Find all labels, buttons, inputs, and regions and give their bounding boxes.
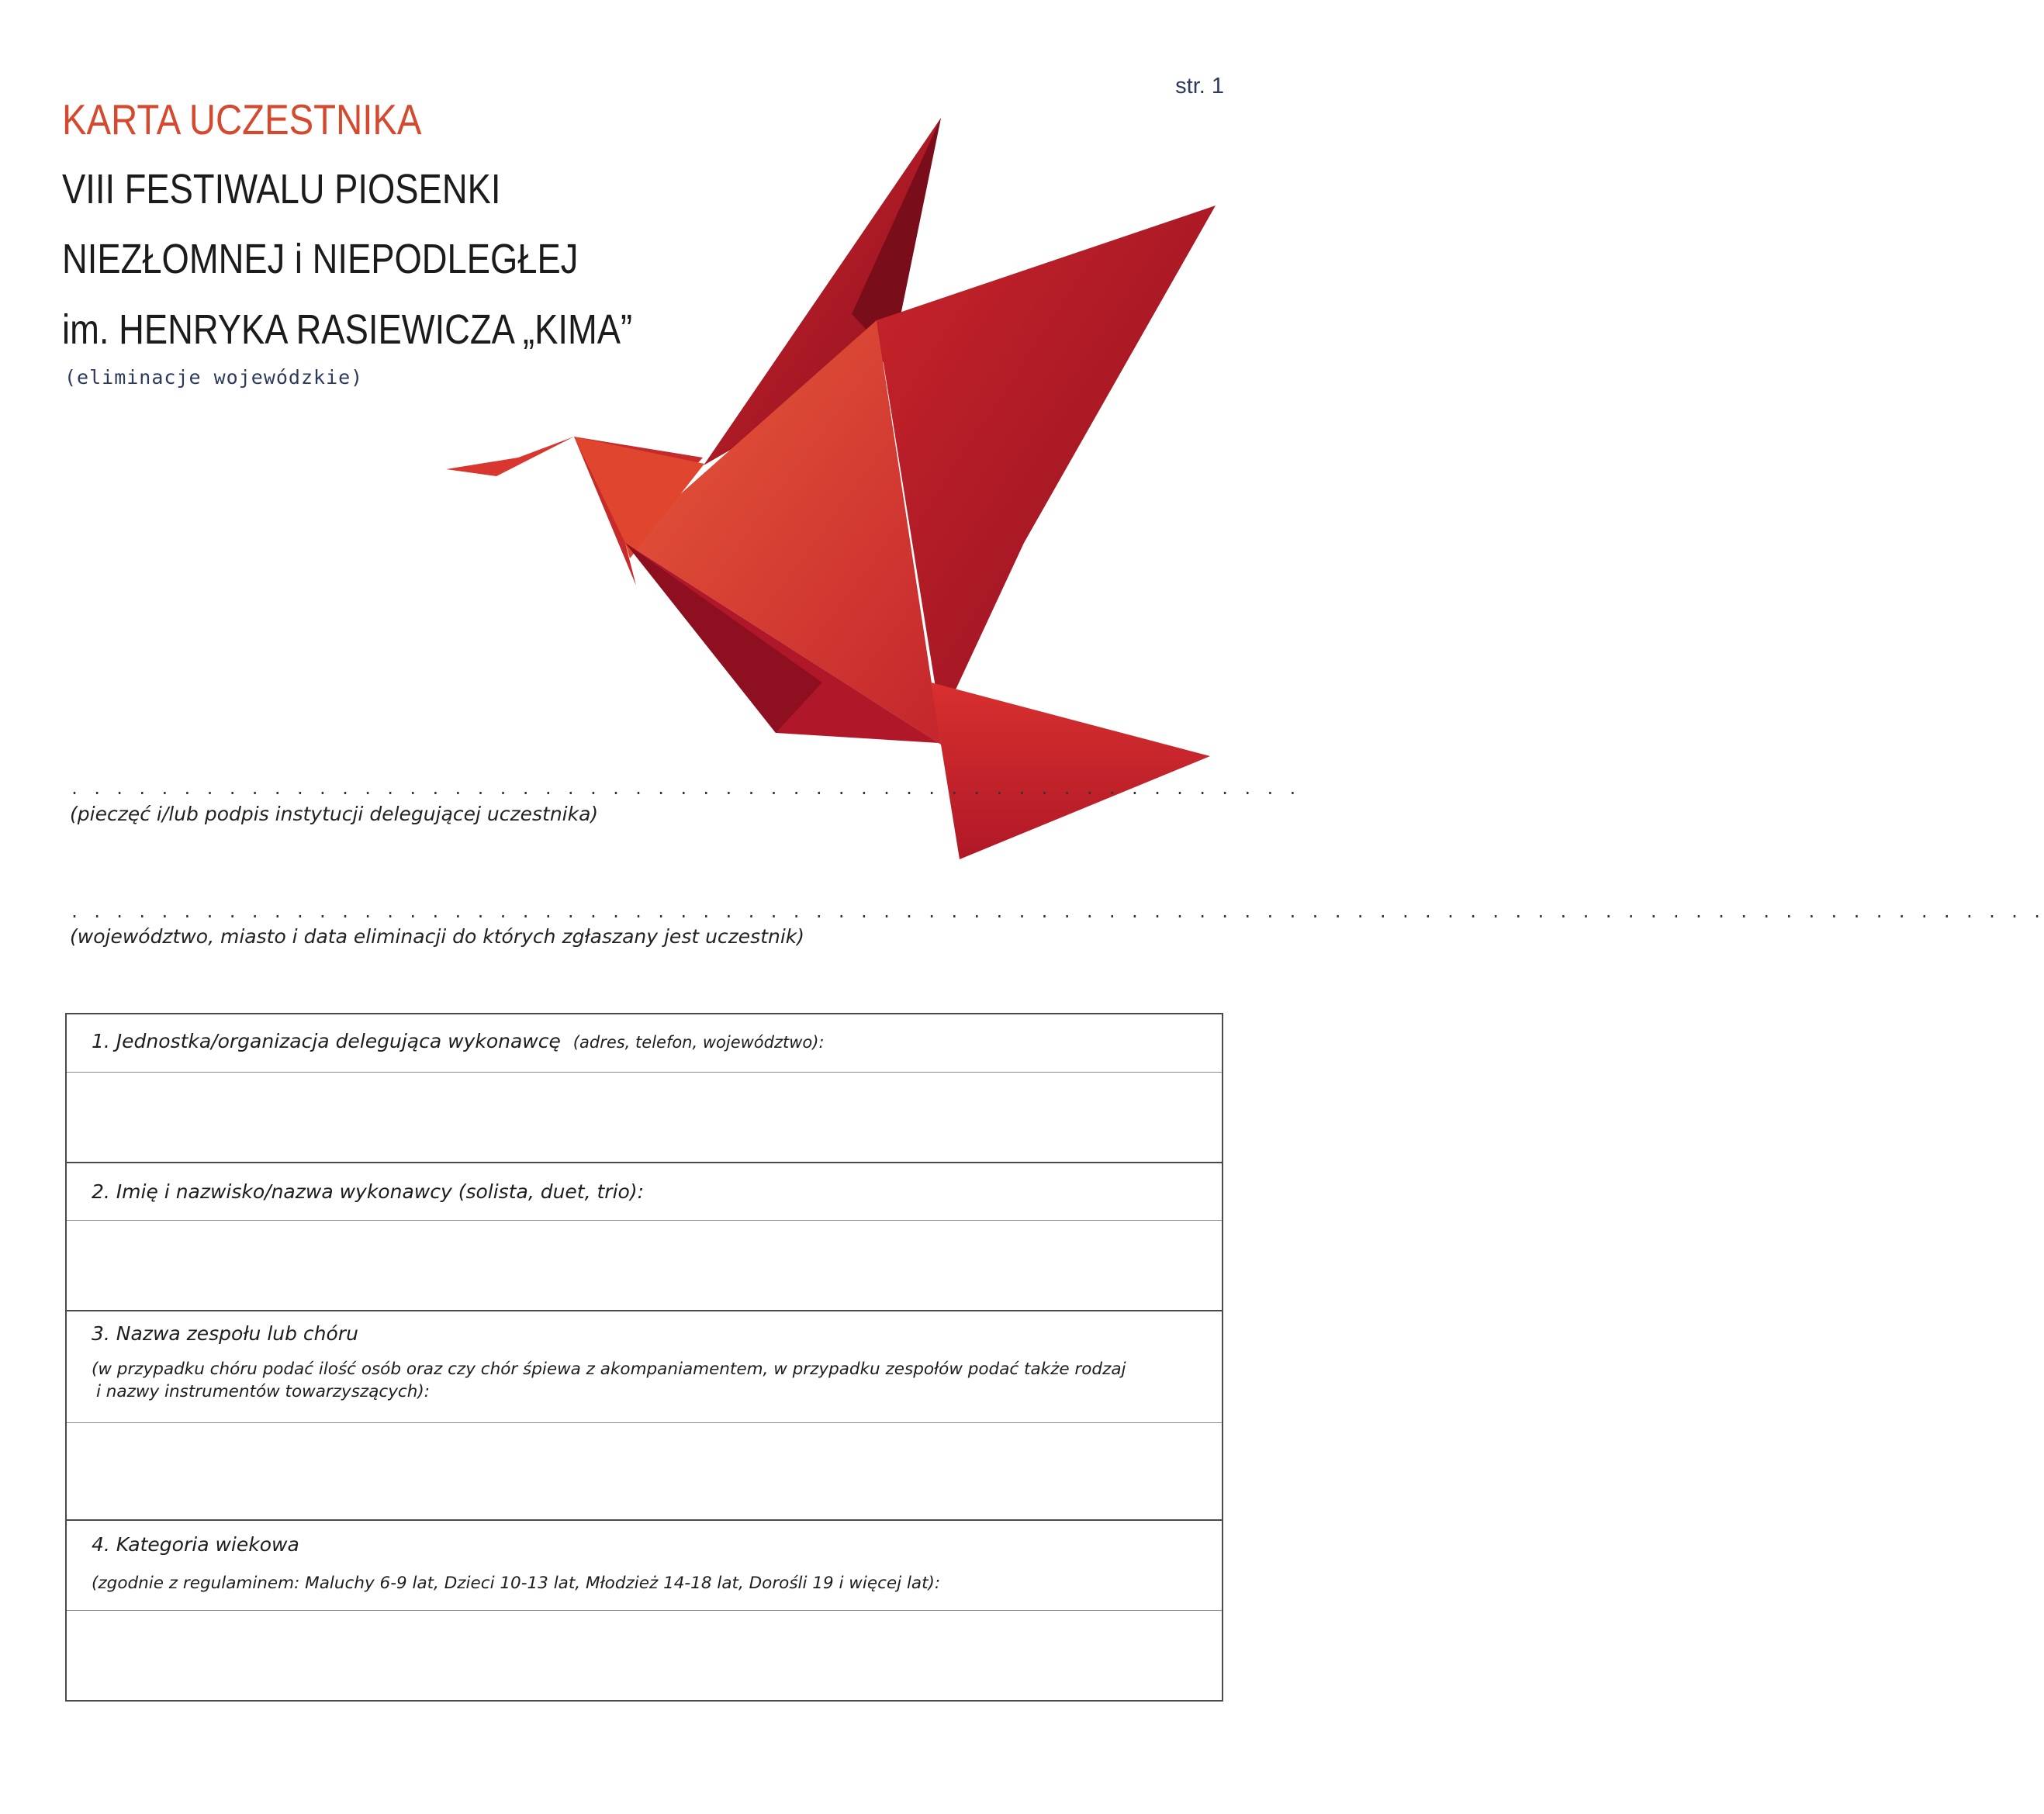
question-2-label: 2. Imię i nazwisko/nazwa wykonawcy (solista, duet, trio): [92, 1180, 644, 1203]
question-3-header [67, 1311, 1222, 1423]
region-date-caption: (województwo, miasto i data eliminacji do których zgłaszany jest uczestnik) [70, 925, 805, 948]
subtitle: (eliminacje wojewódzkie) [64, 366, 364, 389]
festival-title-line-1: VIII FESTIWALU PIOSENKI [62, 166, 501, 212]
question-4-label: 4. Kategoria wiekowa [92, 1533, 299, 1556]
question-3-label: 3. Nazwa zespołu lub chóru [92, 1322, 358, 1345]
form-title: KARTA UCZESTNIKA [62, 95, 422, 143]
question-3-answer-field[interactable] [67, 1423, 1222, 1521]
question-1-label: 1. Jednostka/organizacja delegująca wykonawcę (adres, telefon, województwo): [92, 1030, 825, 1052]
question-4-answer-field[interactable] [67, 1611, 1222, 1700]
origami-bird-icon [434, 109, 1218, 869]
signature-caption: (pieczęć i/lub podpis instytucji delegującej uczestnika) [70, 803, 599, 825]
entry-form-table [65, 1013, 1223, 1702]
question-1-header [67, 1014, 1222, 1073]
festival-title-line-2: NIEZŁOMNEJ i NIEPODLEGŁEJ [62, 236, 579, 282]
region-date-line[interactable]: . . . . . . . . . . . . . . . . . . . . . . . . . . . . . . . . . . . . . . . . . . . . . . . . . . . . . . . . . . . . . . . . . . . . . . . . . . . . . . . . . . . . . . . . [70, 903, 2044, 921]
question-3-note-line-2: i nazwy instrumentów towarzyszących): [96, 1382, 431, 1401]
question-4-note: (zgodnie z regulaminem: Maluchy 6-9 lat, Dzieci 10-13 lat, Młodzież 14-18 lat, Dorośli 19 i więcej lat): [92, 1574, 941, 1593]
question-2-header [67, 1163, 1222, 1221]
page-number: str. 1 [1175, 74, 1224, 98]
question-4-header [67, 1521, 1222, 1611]
festival-title-line-3: im. HENRYKA RASIEWICZA „KIMA” [62, 306, 633, 353]
signature-line[interactable]: . . . . . . . . . . . . . . . . . . . . . . . . . . . . . . . . . . . . . . . . . . . . . . . . . . . . . . . [70, 779, 1299, 798]
question-1-answer-field[interactable] [67, 1073, 1222, 1163]
question-3-note-line-1: (w przypadku chóru podać ilość osób oraz czy chór śpiewa z akompaniamentem, w przypadku zespołów podać także rodzaj [92, 1360, 1126, 1379]
question-2-answer-field[interactable] [67, 1221, 1222, 1311]
